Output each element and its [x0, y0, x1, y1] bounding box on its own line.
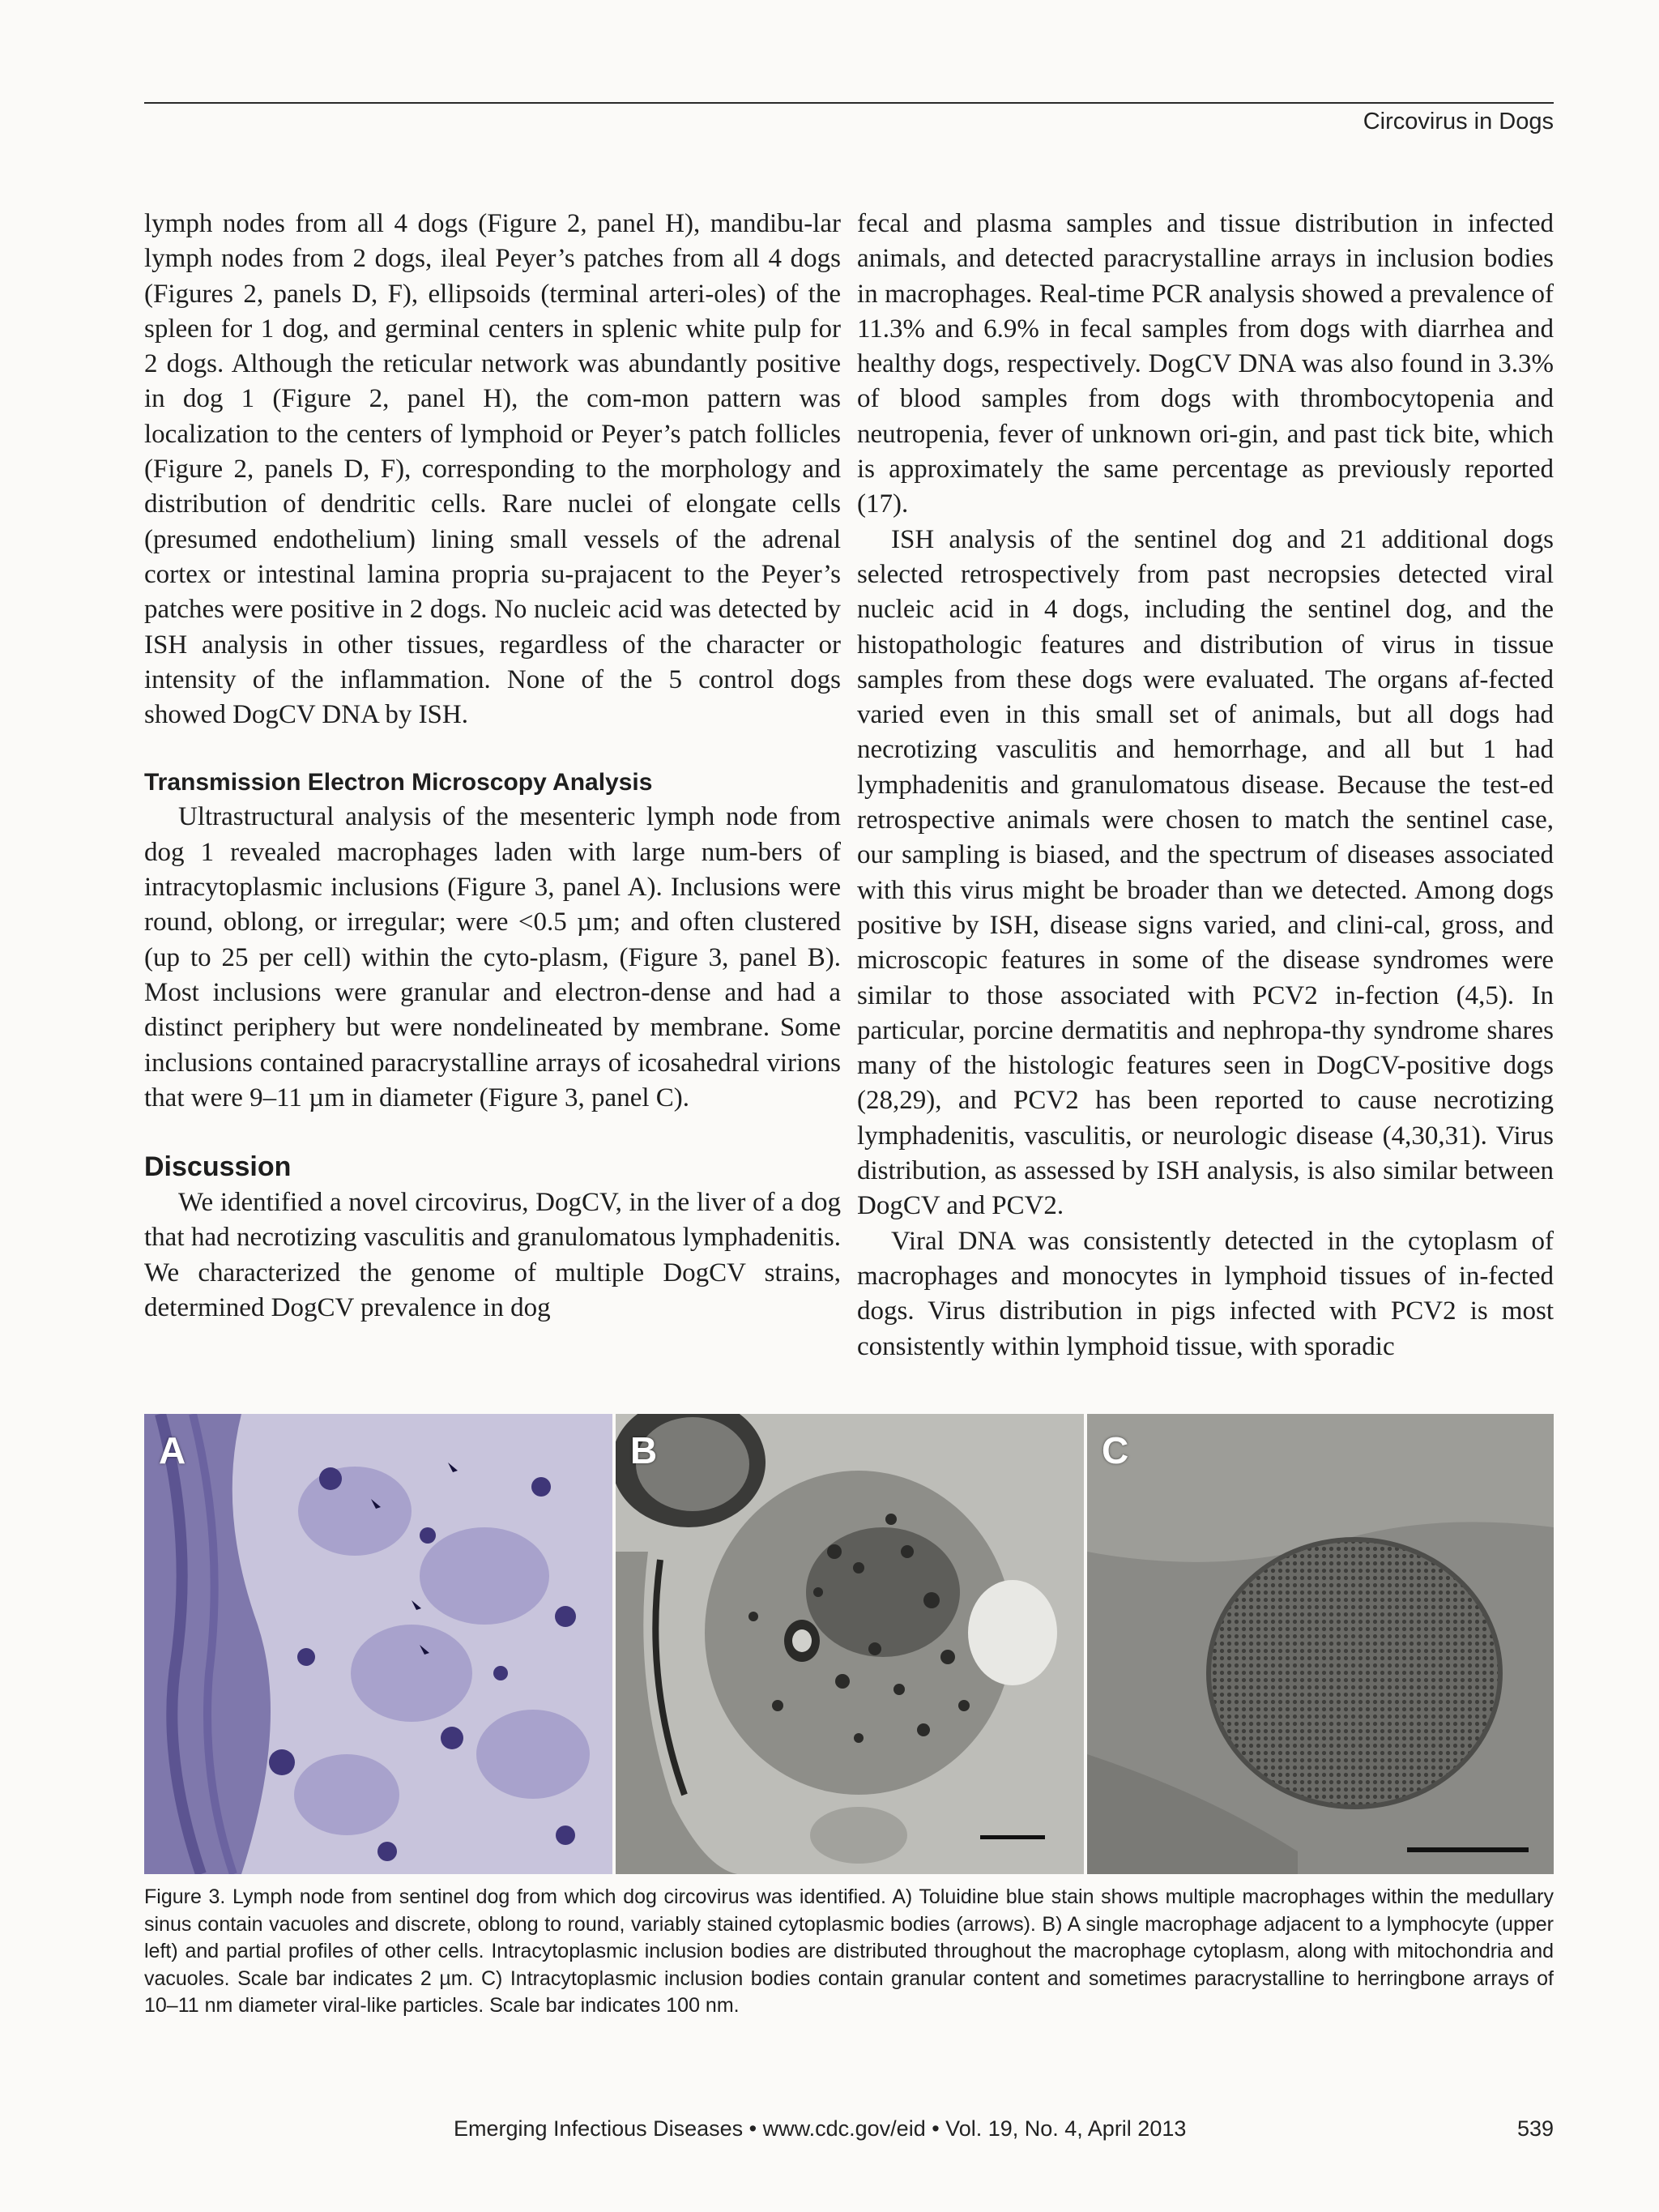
tem-macrophage-micrograph	[616, 1414, 1084, 1874]
left-column	[144, 207, 841, 1326]
figure-caption: Figure 3. Lymph node from sentinel dog from which dog circovirus was identified. A) Toluidine blue stain shows multiple macrophages within the medullary sinus contain vacuoles and discrete, oblong to round, variably stained cytoplasmic bodies (arrows). B) A single macrophage adjacent to a lymphocyte (upper left) and partial profiles of other cells. Intracytoplasmic inclusion bodies are distributed throughout the macrophage cytoplasm, along with mitochondria and vacuoles. Scale bar indicates 2 µm. C) Intracytoplasmic inclusion bodies contain granular content and sometimes paracrystalline to herringbone arrays of 10–11 nm diameter viral-like particles. Scale bar indicates 100 nm.	[144, 1885, 1554, 2017]
header-rule	[144, 102, 1554, 104]
figure-panel-c	[1087, 1414, 1554, 1874]
panel-a-letter: A	[159, 1429, 186, 1471]
running-head: Circovirus in Dogs	[1363, 109, 1554, 135]
paracrystalline-array-micrograph	[1087, 1414, 1554, 1874]
heading-tem-analysis: Transmission Electron Microscopy Analysis	[144, 769, 653, 796]
left-paragraph-3: We identified a novel circovirus, DogCV, in the liver of a dog that had necrotizing vasculitis and granulomatous lymphadenitis. We characterized the genome of multiple DogCV strains, determined DogCV prevalence in dog	[144, 1188, 841, 1323]
right-paragraph-3: Viral DNA was consistently detected in the cytoplasm of macrophages and monocytes in lymphoid tissues of in-fected dogs. Virus distribution in pigs infected with PCV2 is most consistently within lymphoid tissue, with sporadic	[857, 1226, 1554, 1361]
toluidine-micrograph	[144, 1414, 612, 1874]
left-paragraph-1: lymph nodes from all 4 dogs (Figure 2, panel H), mandibu-lar lymph nodes from 2 dogs, ileal Peyer’s patches from all 4 dogs (Figures 2, panels D, F), ellipsoids (terminal arteri-oles) of the spleen for 1 dog, and germinal centers in splenic white pulp for 2 dogs. Although the reticular network was abundantly positive in dog 1 (Figure 2, panel H), the com-mon pattern was localization to the centers of lymphoid or Peyer’s patch follicles (Figure 2, panels D, F), corresponding to the morphology and distribution of dendritic cells. Rare nuclei of elongate cells (presumed endothelium) lining small vessels of the adrenal cortex or intestinal lamina propria su-prajacent to the Peyer’s patches were positive in 2 dogs. No nucleic acid was detected by ISH analysis in other tissues, regardless of the character or intensity of the inflammation. None of the 5 control dogs showed DogCV DNA by ISH.	[144, 209, 841, 730]
panel-c-letter: C	[1102, 1429, 1129, 1471]
left-paragraph-2: Ultrastructural analysis of the mesenteric lymph node from dog 1 revealed macrophages laden with large num-bers of intracytoplasmic inclusions (Figure 3, panel A). Inclusions were round, oblong, or irregular; were <0.5 µm; and often clustered (up to 25 per cell) within the cyto-plasm, (Figure 3, panel B). Most inclusions were granular and electron-dense and had a distinct periphery but were nondelineated by membrane. Some inclusions contained paracrystalline arrays of icosahedral virions that were 9–11 µm in diameter (Figure 3, panel C).	[144, 802, 841, 1112]
right-column	[857, 207, 1554, 1364]
right-paragraph-1: fecal and plasma samples and tissue distribution in infected animals, and detected paracrystalline arrays in inclusion bodies in macrophages. Real-time PCR analysis showed a prevalence of 11.3% and 6.9% in fecal samples from dogs with diarrhea and healthy dogs, respectively. DogCV DNA was also found in 3.3% of blood samples from dogs with thrombocytopenia and neutropenia, fever of unknown ori-gin, and past tick bite, which is approximately the same percentage as previously reported (17).	[857, 209, 1554, 519]
panel-b-letter: B	[630, 1429, 658, 1471]
figure-panel-b	[616, 1414, 1084, 1874]
page-number: 539	[1516, 2116, 1554, 2141]
figure-panel-a	[144, 1414, 612, 1874]
figure-3	[144, 1414, 1554, 1874]
heading-discussion: Discussion	[144, 1151, 292, 1183]
right-paragraph-2: ISH analysis of the sentinel dog and 21 additional dogs selected retrospectively from past necropsies detected viral nucleic acid in 4 dogs, including the sentinel dog, and the histopathologic features and distribution of virus in tissue samples from these dogs were evaluated. The organs af-fected varied even in this small set of animals, but all dogs had necrotizing vasculitis and hemorrhage, and all but 1 had lymphadenitis and granulomatous disease. Because the test-ed retrospective animals were chosen to match the sentinel case, our sampling is biased, and the spectrum of diseases associated with this virus might be broader than we detected. Among dogs positive by ISH, disease signs varied, and clini-cal, gross, and microscopic features in some of the disease syndromes were similar to those associated with PCV2 in-fection (4,5). In particular, porcine dermatitis and nephropa-thy syndrome shares many of the histologic features seen in DogCV-positive dogs (28,29), and PCV2 has been reported to cause necrotizing lymphadenitis, vasculitis, or neurologic disease (4,30,31). Virus distribution, as assessed by ISH analysis, is also similar between DogCV and PCV2.	[857, 524, 1554, 1221]
journal-citation: Emerging Infectious Diseases • www.cdc.gov/eid • Vol. 19, No. 4, April 2013	[454, 2116, 1187, 2141]
